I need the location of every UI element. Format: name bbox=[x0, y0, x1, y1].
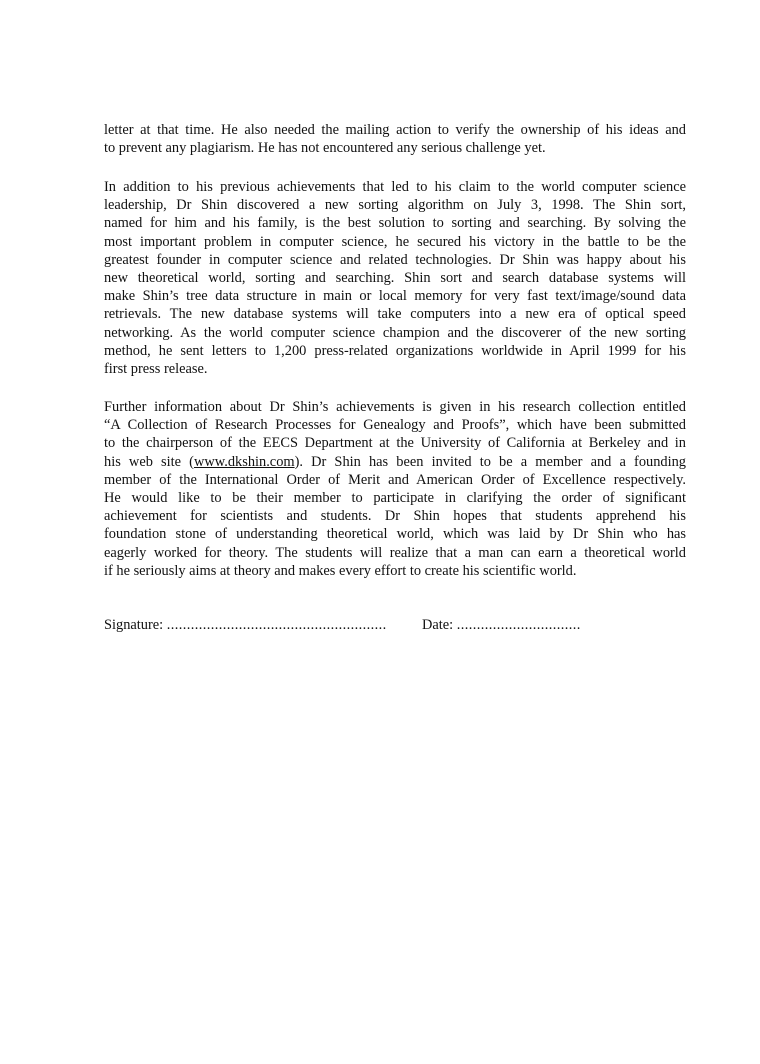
paragraph-further-information bbox=[104, 398, 686, 580]
signature-label: Signature: bbox=[104, 617, 167, 633]
paragraph-line: make Shin’s tree data structure in main or local memory for very fast text/image/sound data bbox=[104, 288, 686, 305]
paragraph-line: networking. As the world computer science champion and the discoverer of the new sorting bbox=[104, 324, 686, 341]
signature-field bbox=[104, 616, 387, 634]
paragraph-line: member of the International Order of Merit and American Order of Excellence respectively. bbox=[104, 471, 686, 488]
paragraph-line: if he seriously aims at theory and makes every effort to create his scientific world. bbox=[104, 562, 577, 579]
paragraph-line: retrievals. The new database systems will take computers into a new era of optical speed bbox=[104, 306, 686, 323]
paragraph-line: Further information about Dr Shin’s achievements is given in his research collection entitled bbox=[104, 399, 686, 415]
date-field bbox=[422, 616, 581, 634]
paragraph-line: foundation stone of understanding theoretical world, which was laid by Dr Shin who has bbox=[104, 526, 686, 543]
web-site-link[interactable]: www.dkshin.com bbox=[193, 453, 295, 470]
paragraph-line: In addition to his previous achievements that led to his claim to the world computer science bbox=[104, 179, 686, 195]
paragraph-line: letter at that time. He also needed the mailing action to verify the ownership of his ideas and bbox=[104, 122, 686, 138]
paragraph-line: “A Collection of Research Processes for Genealogy and Proofs”, which have been submitted bbox=[104, 417, 686, 434]
paragraph-line: eagerly worked for theory. The students will realize that a man can earn a theoretical world bbox=[104, 544, 686, 561]
paragraph-line: first press release. bbox=[104, 361, 208, 378]
paragraph-ownership bbox=[104, 121, 686, 157]
web-site-prefix: his web site ( bbox=[104, 453, 194, 470]
web-site-suffix: ). Dr Shin has been invited to be a member and a founding bbox=[294, 453, 686, 470]
paragraph-line: to the chairperson of the EECS Department at the University of California at Berkeley and in bbox=[104, 435, 686, 452]
paragraph-line: to prevent any plagiarism. He has not encountered any serious challenge yet. bbox=[104, 140, 546, 157]
paragraph-shin-sort bbox=[104, 178, 686, 378]
paragraph-line: leadership, Dr Shin discovered a new sorting algorithm on July 3, 1998. The Shin sort, bbox=[104, 197, 686, 214]
paragraph-line-web-site bbox=[104, 453, 686, 471]
paragraph-line: greatest founder in computer science and related technologies. Dr Shin was happy about his bbox=[104, 251, 686, 268]
paragraph-line: He would like to be their member to participate in clarifying the order of significant bbox=[104, 490, 686, 507]
paragraph-line: achievement for scientists and students. Dr Shin hopes that students apprehend his bbox=[104, 508, 686, 525]
paragraph-line: most important problem in computer science, he secured his victory in the battle to be the bbox=[104, 233, 686, 250]
date-line: ............................... bbox=[456, 617, 581, 633]
paragraph-line: method, he sent letters to 1,200 press-related organizations worldwide in April 1999 for his bbox=[104, 342, 686, 359]
paragraph-line: named for him and his family, is the best solution to sorting and searching. By solving the bbox=[104, 215, 686, 232]
date-label: Date: bbox=[422, 617, 457, 633]
paragraph-line: new theoretical world, sorting and searching. Shin sort and search database systems will bbox=[104, 270, 686, 287]
signature-line: ....................................................... bbox=[166, 617, 387, 633]
